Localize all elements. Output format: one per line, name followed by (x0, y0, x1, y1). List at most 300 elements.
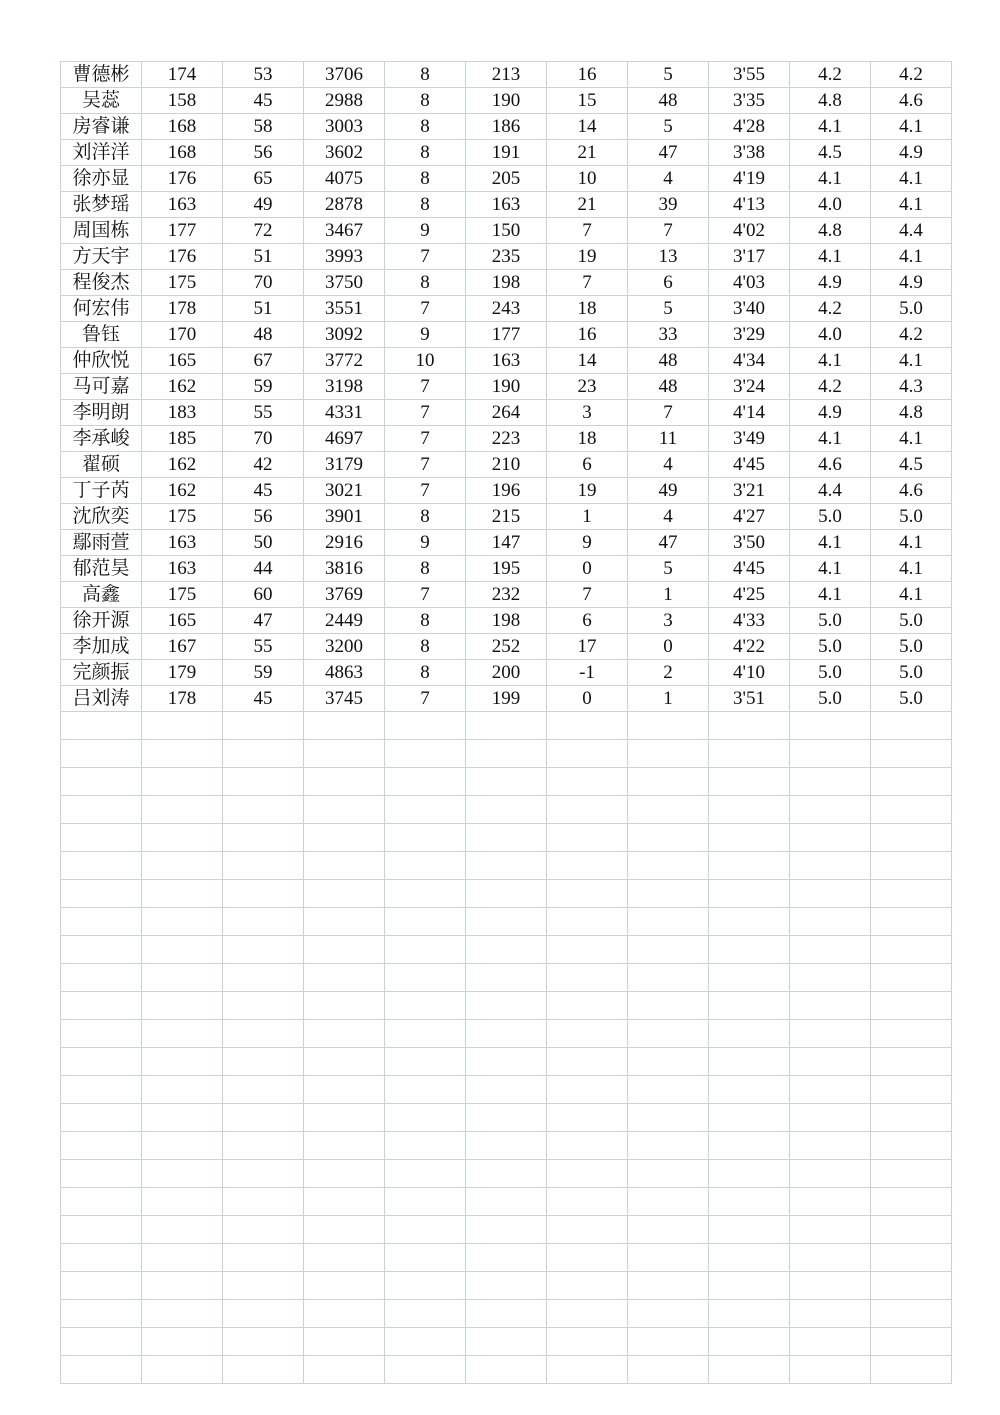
empty-cell (628, 796, 709, 824)
table-row (61, 556, 952, 582)
empty-cell (61, 852, 142, 880)
empty-cell (628, 1132, 709, 1160)
data-cell: 3706 (304, 62, 385, 88)
data-cell: 175 (142, 504, 223, 530)
empty-cell (790, 824, 871, 852)
data-cell: 191 (466, 140, 547, 166)
table-row (61, 114, 952, 140)
data-cell: 42 (223, 452, 304, 478)
empty-cell (871, 1048, 952, 1076)
empty-cell (385, 1328, 466, 1356)
empty-cell (385, 936, 466, 964)
data-cell: 67 (223, 348, 304, 374)
data-cell: 48 (628, 88, 709, 114)
empty-cell (709, 824, 790, 852)
empty-cell (61, 1020, 142, 1048)
empty-cell (466, 1188, 547, 1216)
data-cell: 4.4 (790, 478, 871, 504)
empty-cell (871, 936, 952, 964)
name-cell: 鲁钰 (61, 322, 142, 348)
data-cell: 4'02 (709, 218, 790, 244)
data-cell: 4.1 (871, 244, 952, 270)
data-cell: 3092 (304, 322, 385, 348)
data-cell: 165 (142, 608, 223, 634)
empty-cell (385, 824, 466, 852)
data-cell: 5.0 (871, 634, 952, 660)
empty-cell (709, 1356, 790, 1384)
data-cell: 3'24 (709, 374, 790, 400)
data-cell: 3198 (304, 374, 385, 400)
empty-cell (466, 1244, 547, 1272)
data-cell: 176 (142, 166, 223, 192)
data-cell: 4'45 (709, 452, 790, 478)
data-cell: 49 (223, 192, 304, 218)
data-cell: 4.1 (871, 530, 952, 556)
data-cell: 4.2 (871, 62, 952, 88)
data-cell: 7 (547, 582, 628, 608)
empty-cell (871, 1020, 952, 1048)
data-cell: 8 (385, 192, 466, 218)
data-cell: 4.0 (790, 192, 871, 218)
empty-table-row (61, 992, 952, 1020)
data-cell: 19 (547, 478, 628, 504)
empty-cell (385, 1160, 466, 1188)
data-cell: 3901 (304, 504, 385, 530)
data-cell: 51 (223, 296, 304, 322)
data-cell: 23 (547, 374, 628, 400)
empty-table-row (61, 712, 952, 740)
data-cell: 4331 (304, 400, 385, 426)
name-cell: 吴蕊 (61, 88, 142, 114)
data-cell: 18 (547, 426, 628, 452)
empty-cell (223, 908, 304, 936)
empty-cell (871, 712, 952, 740)
data-cell: 7 (385, 582, 466, 608)
name-cell: 鄢雨萱 (61, 530, 142, 556)
empty-cell (304, 964, 385, 992)
empty-cell (61, 1076, 142, 1104)
data-cell: 179 (142, 660, 223, 686)
data-cell: 190 (466, 88, 547, 114)
table-row (61, 374, 952, 400)
empty-cell (223, 964, 304, 992)
name-cell: 周国栋 (61, 218, 142, 244)
empty-cell (466, 908, 547, 936)
data-cell: 3'21 (709, 478, 790, 504)
empty-cell (304, 1300, 385, 1328)
empty-cell (790, 1216, 871, 1244)
data-cell: 252 (466, 634, 547, 660)
empty-cell (466, 1160, 547, 1188)
data-cell: 163 (142, 192, 223, 218)
empty-cell (61, 1216, 142, 1244)
data-cell: 5 (628, 114, 709, 140)
empty-cell (304, 1104, 385, 1132)
empty-cell (385, 1244, 466, 1272)
empty-cell (223, 824, 304, 852)
empty-table-row (61, 768, 952, 796)
empty-cell (628, 1356, 709, 1384)
empty-cell (466, 1020, 547, 1048)
empty-cell (871, 908, 952, 936)
empty-cell (223, 1076, 304, 1104)
data-cell: 8 (385, 88, 466, 114)
empty-cell (790, 880, 871, 908)
empty-cell (871, 768, 952, 796)
data-cell: 48 (628, 348, 709, 374)
data-cell: 16 (547, 62, 628, 88)
empty-table-row (61, 1160, 952, 1188)
empty-cell (871, 852, 952, 880)
empty-cell (790, 1132, 871, 1160)
empty-table-row (61, 1048, 952, 1076)
empty-cell (628, 1160, 709, 1188)
table-row (61, 218, 952, 244)
data-cell: 9 (385, 218, 466, 244)
empty-cell (709, 852, 790, 880)
data-cell: 0 (628, 634, 709, 660)
data-cell: 168 (142, 140, 223, 166)
data-cell: 4'19 (709, 166, 790, 192)
data-cell: 4.2 (871, 322, 952, 348)
data-cell: 5.0 (871, 660, 952, 686)
data-cell: 5.0 (871, 296, 952, 322)
empty-cell (547, 908, 628, 936)
empty-cell (547, 1048, 628, 1076)
empty-cell (466, 1104, 547, 1132)
data-cell: 4 (628, 452, 709, 478)
empty-cell (628, 1188, 709, 1216)
empty-cell (790, 1160, 871, 1188)
empty-cell (385, 1076, 466, 1104)
data-cell: 9 (385, 530, 466, 556)
empty-cell (142, 1076, 223, 1104)
empty-cell (628, 1216, 709, 1244)
empty-cell (790, 1300, 871, 1328)
data-cell: 162 (142, 374, 223, 400)
empty-cell (871, 992, 952, 1020)
empty-cell (709, 1048, 790, 1076)
empty-cell (304, 1160, 385, 1188)
data-cell: 5.0 (871, 504, 952, 530)
empty-cell (871, 796, 952, 824)
empty-cell (385, 1132, 466, 1160)
data-cell: 7 (385, 686, 466, 712)
data-cell: 4.1 (871, 582, 952, 608)
empty-cell (790, 908, 871, 936)
empty-cell (709, 1104, 790, 1132)
empty-cell (628, 1300, 709, 1328)
empty-cell (142, 936, 223, 964)
data-cell: 17 (547, 634, 628, 660)
data-cell: 4'28 (709, 114, 790, 140)
data-cell: 33 (628, 322, 709, 348)
table-row (61, 530, 952, 556)
data-cell: 2449 (304, 608, 385, 634)
data-cell: 232 (466, 582, 547, 608)
data-cell: 163 (466, 348, 547, 374)
data-cell: 4.2 (790, 374, 871, 400)
empty-cell (628, 1076, 709, 1104)
data-cell: 177 (466, 322, 547, 348)
empty-cell (871, 880, 952, 908)
name-cell: 沈欣奕 (61, 504, 142, 530)
table-row (61, 634, 952, 660)
empty-cell (628, 1020, 709, 1048)
empty-cell (547, 880, 628, 908)
data-cell: 167 (142, 634, 223, 660)
empty-cell (385, 880, 466, 908)
empty-table-row (61, 1104, 952, 1132)
data-cell: 16 (547, 322, 628, 348)
empty-cell (142, 1104, 223, 1132)
empty-cell (709, 740, 790, 768)
empty-cell (547, 1328, 628, 1356)
empty-cell (61, 712, 142, 740)
data-cell: 4.1 (790, 582, 871, 608)
empty-cell (385, 1356, 466, 1384)
data-cell: 5.0 (790, 634, 871, 660)
data-cell: 8 (385, 62, 466, 88)
empty-cell (466, 740, 547, 768)
empty-cell (385, 1188, 466, 1216)
empty-cell (223, 880, 304, 908)
data-cell: 3602 (304, 140, 385, 166)
empty-cell (547, 936, 628, 964)
data-cell: 3 (547, 400, 628, 426)
data-cell: 10 (547, 166, 628, 192)
empty-cell (385, 1048, 466, 1076)
data-cell: 3'51 (709, 686, 790, 712)
data-cell: 3021 (304, 478, 385, 504)
data-cell: 158 (142, 88, 223, 114)
data-cell: 7 (385, 244, 466, 270)
data-cell: 7 (385, 296, 466, 322)
data-cell: 7 (385, 452, 466, 478)
empty-cell (628, 1244, 709, 1272)
empty-cell (385, 740, 466, 768)
empty-cell (466, 1048, 547, 1076)
empty-cell (871, 1356, 952, 1384)
table-row (61, 88, 952, 114)
table-row (61, 608, 952, 634)
table-row (61, 478, 952, 504)
empty-cell (790, 964, 871, 992)
data-cell: 4.6 (871, 88, 952, 114)
empty-cell (466, 1216, 547, 1244)
empty-cell (709, 936, 790, 964)
data-cell: 3769 (304, 582, 385, 608)
empty-cell (304, 1076, 385, 1104)
table-row (61, 686, 952, 712)
table-row (61, 244, 952, 270)
data-cell: 50 (223, 530, 304, 556)
empty-cell (223, 768, 304, 796)
empty-cell (142, 1328, 223, 1356)
empty-cell (709, 1020, 790, 1048)
data-cell: 198 (466, 270, 547, 296)
empty-cell (871, 1160, 952, 1188)
data-cell: 4.6 (871, 478, 952, 504)
empty-cell (547, 1076, 628, 1104)
data-cell: 3816 (304, 556, 385, 582)
empty-cell (871, 1244, 952, 1272)
empty-cell (628, 712, 709, 740)
data-cell: 7 (385, 426, 466, 452)
empty-cell (385, 1104, 466, 1132)
empty-cell (304, 908, 385, 936)
empty-cell (466, 768, 547, 796)
data-cell: 4.0 (790, 322, 871, 348)
data-cell: 4.1 (871, 426, 952, 452)
data-cell: 4.4 (871, 218, 952, 244)
data-cell: 6 (628, 270, 709, 296)
empty-cell (709, 1132, 790, 1160)
empty-cell (385, 964, 466, 992)
data-cell: 4.1 (871, 166, 952, 192)
data-cell: 60 (223, 582, 304, 608)
data-cell: 59 (223, 660, 304, 686)
empty-cell (790, 1188, 871, 1216)
data-cell: 4.9 (790, 270, 871, 296)
empty-table-row (61, 1328, 952, 1356)
data-cell: 175 (142, 582, 223, 608)
empty-cell (304, 1216, 385, 1244)
empty-cell (466, 1272, 547, 1300)
empty-cell (790, 1272, 871, 1300)
data-cell: 4.5 (871, 452, 952, 478)
data-cell: 19 (547, 244, 628, 270)
empty-cell (709, 1272, 790, 1300)
empty-cell (547, 1356, 628, 1384)
data-cell: 215 (466, 504, 547, 530)
data-cell: 3'29 (709, 322, 790, 348)
table-row (61, 270, 952, 296)
empty-cell (547, 1160, 628, 1188)
empty-cell (790, 992, 871, 1020)
empty-cell (304, 1244, 385, 1272)
data-cell: 4.1 (790, 114, 871, 140)
data-cell: 3745 (304, 686, 385, 712)
empty-table-row (61, 1300, 952, 1328)
empty-cell (709, 1328, 790, 1356)
data-cell: 170 (142, 322, 223, 348)
empty-table-row (61, 1020, 952, 1048)
empty-cell (142, 796, 223, 824)
data-cell: 4 (628, 504, 709, 530)
data-cell: 4.1 (790, 556, 871, 582)
table-row (61, 140, 952, 166)
empty-cell (304, 1188, 385, 1216)
data-cell: 185 (142, 426, 223, 452)
table-row (61, 192, 952, 218)
data-cell: 65 (223, 166, 304, 192)
empty-cell (871, 1300, 952, 1328)
data-cell: 4697 (304, 426, 385, 452)
name-cell: 吕刘涛 (61, 686, 142, 712)
name-cell: 翟硕 (61, 452, 142, 478)
data-cell: 8 (385, 166, 466, 192)
empty-cell (466, 992, 547, 1020)
empty-cell (304, 880, 385, 908)
name-cell: 刘洋洋 (61, 140, 142, 166)
data-cell: 2916 (304, 530, 385, 556)
data-cell: 3'35 (709, 88, 790, 114)
data-cell: 10 (385, 348, 466, 374)
empty-cell (61, 880, 142, 908)
empty-cell (466, 1356, 547, 1384)
data-cell: 4075 (304, 166, 385, 192)
empty-cell (547, 740, 628, 768)
data-cell: 4'14 (709, 400, 790, 426)
data-cell: 3772 (304, 348, 385, 374)
data-cell: 56 (223, 140, 304, 166)
empty-cell (790, 768, 871, 796)
data-cell: 1 (628, 582, 709, 608)
data-cell: 48 (223, 322, 304, 348)
data-cell: 4.1 (871, 348, 952, 374)
data-cell: 3551 (304, 296, 385, 322)
empty-table-row (61, 1216, 952, 1244)
empty-table-row (61, 936, 952, 964)
empty-cell (628, 1048, 709, 1076)
data-cell: 175 (142, 270, 223, 296)
empty-cell (61, 1300, 142, 1328)
empty-cell (61, 1328, 142, 1356)
data-cell: 243 (466, 296, 547, 322)
data-cell: 8 (385, 556, 466, 582)
data-cell: 4.1 (871, 556, 952, 582)
data-cell: 4'10 (709, 660, 790, 686)
empty-cell (628, 1272, 709, 1300)
empty-cell (790, 936, 871, 964)
empty-cell (709, 768, 790, 796)
data-cell: 8 (385, 114, 466, 140)
empty-cell (385, 852, 466, 880)
data-cell: 6 (547, 452, 628, 478)
empty-cell (223, 936, 304, 964)
empty-table-row (61, 1356, 952, 1384)
empty-cell (223, 1048, 304, 1076)
data-cell: 58 (223, 114, 304, 140)
data-cell: 51 (223, 244, 304, 270)
empty-cell (142, 1188, 223, 1216)
empty-cell (304, 1356, 385, 1384)
empty-table-row (61, 880, 952, 908)
data-cell: 4.1 (790, 348, 871, 374)
data-cell: 3'55 (709, 62, 790, 88)
empty-cell (790, 740, 871, 768)
data-cell: 195 (466, 556, 547, 582)
empty-cell (871, 1328, 952, 1356)
empty-cell (142, 740, 223, 768)
empty-cell (466, 936, 547, 964)
empty-cell (223, 740, 304, 768)
empty-cell (142, 1020, 223, 1048)
empty-cell (61, 1132, 142, 1160)
empty-table-row (61, 1188, 952, 1216)
empty-cell (871, 740, 952, 768)
data-cell: 3'40 (709, 296, 790, 322)
empty-cell (709, 712, 790, 740)
empty-cell (547, 1104, 628, 1132)
empty-cell (547, 992, 628, 1020)
empty-cell (709, 1188, 790, 1216)
name-cell: 房睿谦 (61, 114, 142, 140)
data-cell: 15 (547, 88, 628, 114)
data-cell: 210 (466, 452, 547, 478)
data-cell: 162 (142, 452, 223, 478)
